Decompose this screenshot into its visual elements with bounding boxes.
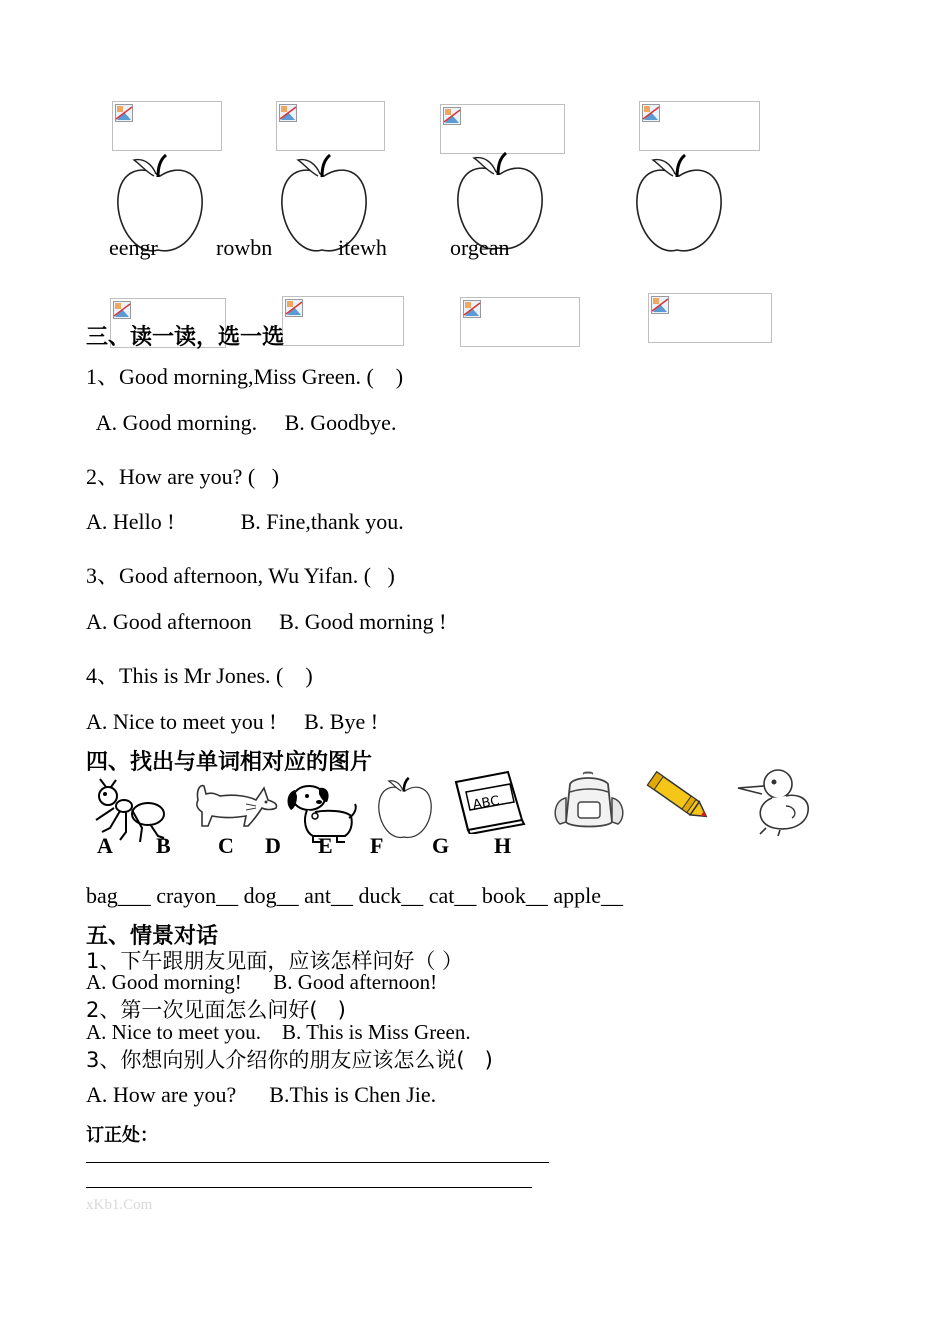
image-placeholder-4 xyxy=(639,101,760,151)
bag-icon xyxy=(548,770,630,832)
picture-letter-h: H xyxy=(494,833,512,858)
image-placeholder-2 xyxy=(276,101,385,151)
apple-outline-icon xyxy=(631,152,727,258)
dialogue-question-2: 2、第一次见面怎么问好( ) xyxy=(86,998,346,1022)
image-placeholder-8 xyxy=(648,293,772,343)
dialogue-options-3: A. How are you? B.This is Chen Jie. xyxy=(86,1082,437,1107)
broken-image-icon xyxy=(443,107,461,125)
question-2: 2、How are you? ( ) xyxy=(86,464,280,489)
crayon-icon xyxy=(644,768,716,828)
dialogue-options-1: A. Good morning! B. Good afternoon! xyxy=(86,970,438,994)
correction-line-2 xyxy=(86,1187,532,1188)
scrambled-word-3: itewh xyxy=(338,235,387,260)
picture-letter-a: A xyxy=(97,833,113,858)
section-5-heading: 五、情景对话 xyxy=(86,924,219,949)
broken-image-icon xyxy=(651,296,669,314)
image-placeholder-6 xyxy=(282,296,404,346)
broken-image-icon xyxy=(463,300,481,318)
picture-letter-c: C xyxy=(218,833,234,858)
image-placeholder-3 xyxy=(440,104,565,154)
question-1: 1、Good morning,Miss Green. ( ) xyxy=(86,364,404,389)
image-placeholder-1 xyxy=(112,101,222,151)
correction-label: 订正处： xyxy=(86,1125,158,1146)
picture-letter-f: F xyxy=(370,833,384,858)
question-2-options: A. Hello ! B. Fine,thank you. xyxy=(86,509,404,534)
broken-image-icon xyxy=(285,299,303,317)
broken-image-icon xyxy=(115,104,133,122)
picture-letter-d: D xyxy=(265,833,281,858)
image-placeholder-7 xyxy=(460,297,580,347)
question-4-options: A. Nice to meet you ! B. Bye ! xyxy=(86,709,379,734)
broken-image-icon xyxy=(642,104,660,122)
dialogue-question-1: 1、下午跟朋友见面，应该怎样问好（ ） xyxy=(86,949,464,973)
correction-line-1 xyxy=(86,1162,549,1163)
picture-letter-e: E xyxy=(318,833,333,858)
picture-letter-g: G xyxy=(432,833,450,858)
book-icon xyxy=(452,768,526,834)
scrambled-word-2: rowbn xyxy=(216,235,273,260)
watermark-text: xKb1.Com xyxy=(86,1197,153,1213)
scrambled-word-1: eengr xyxy=(109,235,158,260)
picture-letter-b: B xyxy=(156,833,171,858)
scrambled-word-4: orgean xyxy=(450,235,510,260)
broken-image-icon xyxy=(279,104,297,122)
book-cover-text: ABC xyxy=(471,793,501,813)
cat-icon xyxy=(190,780,282,830)
section-4-heading: 四、找出与单词相对应的图片 xyxy=(86,750,373,775)
question-3: 3、Good afternoon, Wu Yifan. ( ) xyxy=(86,563,395,588)
matching-words-line: bag___ crayon__ dog__ ant__ duck__ cat__ book__ apple__ xyxy=(86,883,624,908)
duck-icon xyxy=(734,766,814,836)
question-1-options: A. Good morning. B. Goodbye. xyxy=(86,410,397,435)
dialogue-question-3: 3、你想向别人介绍你的朋友应该怎么说( ) xyxy=(86,1048,493,1072)
dialogue-options-2: A. Nice to meet you. B. This is Miss Green. xyxy=(86,1020,471,1044)
question-4: 4、This is Mr Jones. ( ) xyxy=(86,663,313,688)
section-3-heading: 三、读一读，选一选 xyxy=(86,325,285,350)
broken-image-icon xyxy=(113,301,131,319)
question-3-options: A. Good afternoon B. Good morning ! xyxy=(86,609,447,634)
